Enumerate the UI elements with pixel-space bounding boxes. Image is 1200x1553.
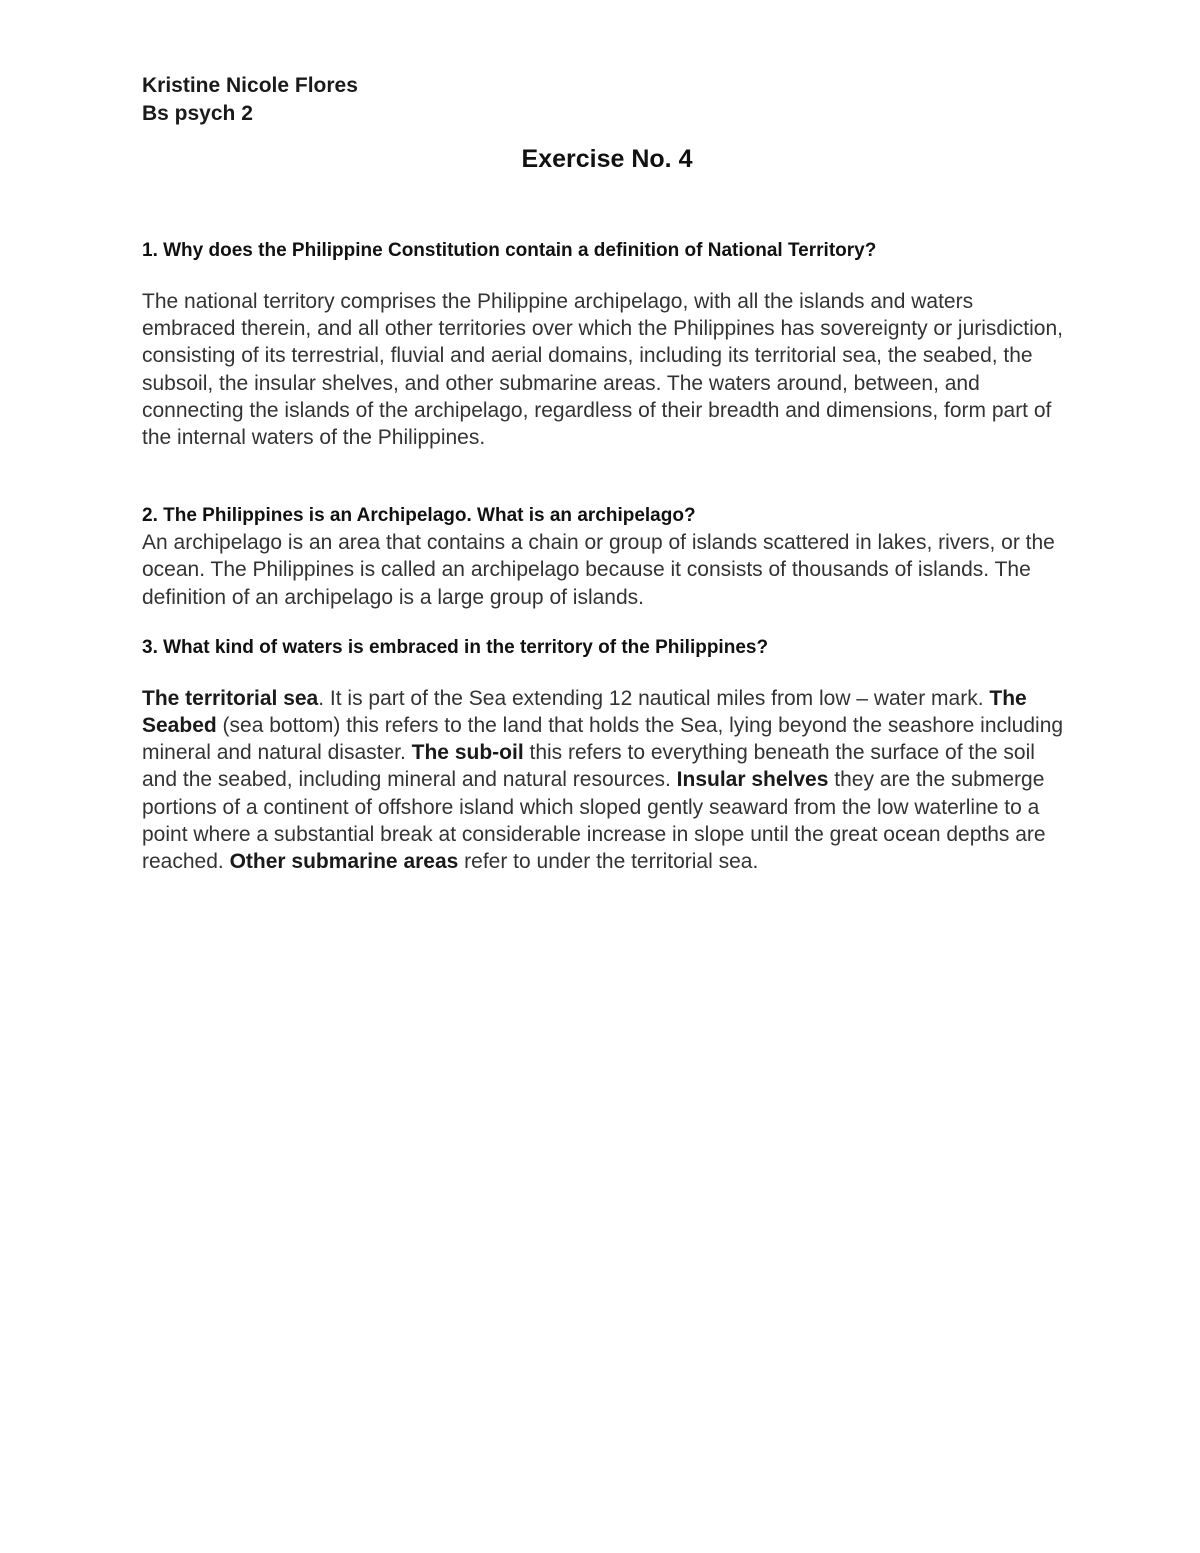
question-2: 2. The Philippines is an Archipelago. What is an archipelago?: [142, 505, 696, 527]
author-course: Bs psych 2: [142, 102, 253, 125]
text-sub-oil: this refers to everything beneath the surface of the soil and the seabed, including mineral and natural resources.: [142, 741, 1035, 792]
author-name: Kristine Nicole Flores: [142, 74, 358, 97]
question-3: 3. What kind of waters is embraced in the territory of the Philippines?: [142, 636, 769, 658]
term-other-submarine-areas: Other submarine areas: [229, 850, 459, 874]
term-sub-oil: The sub-oil: [411, 741, 524, 765]
question-1: 1. Why does the Philippine Constitution contain a definition of National Territory?: [142, 240, 877, 261]
answer-3: [142, 685, 1072, 875]
document-title: Exercise No. 4: [521, 145, 693, 173]
text-other-submarine-areas: refer to under the territorial sea.: [458, 850, 759, 874]
document-content: [142, 72, 1072, 875]
text-seabed: (sea bottom) this refers to the land that holds the Sea, lying beyond the seashore including mineral and natural disaster.: [142, 714, 1064, 765]
answer-1: The national territory comprises the Philippine archipelago, with all the islands and waters embraced therein, and all other territories over which the Philippines has sovereignty or jurisdiction, consisting of its terrestrial, fluvial and aerial domains, including its territorial sea, the seabed, the subsoil, the insular shelves, and other submarine areas. The waters around, between, and connecting the islands of the archipelago, regardless of their breadth and dimensions, form part of the internal waters of the Philippines.: [142, 290, 1063, 450]
term-territorial-sea: The territorial sea: [142, 686, 319, 710]
term-insular-shelves: Insular shelves: [676, 768, 829, 792]
term-seabed: The Seabed: [142, 686, 1027, 738]
answer-2: An archipelago is an area that contains a chain or group of islands scattered in lakes, rivers, or the ocean. The Philippines is called an archipelago because it consists of thousands of islands. The definition of an archipelago is a large group of islands.: [142, 531, 1055, 609]
text-insular-shelves: they are the submerge portions of a continent of offshore island which sloped gently seaward from the low waterline to a point where a substantial break at considerable increase in slope until the great ocean depths are reached.: [142, 768, 1046, 874]
text-territorial-sea: . It is part of the Sea extending 12 nautical miles from low – water mark.: [318, 686, 990, 710]
